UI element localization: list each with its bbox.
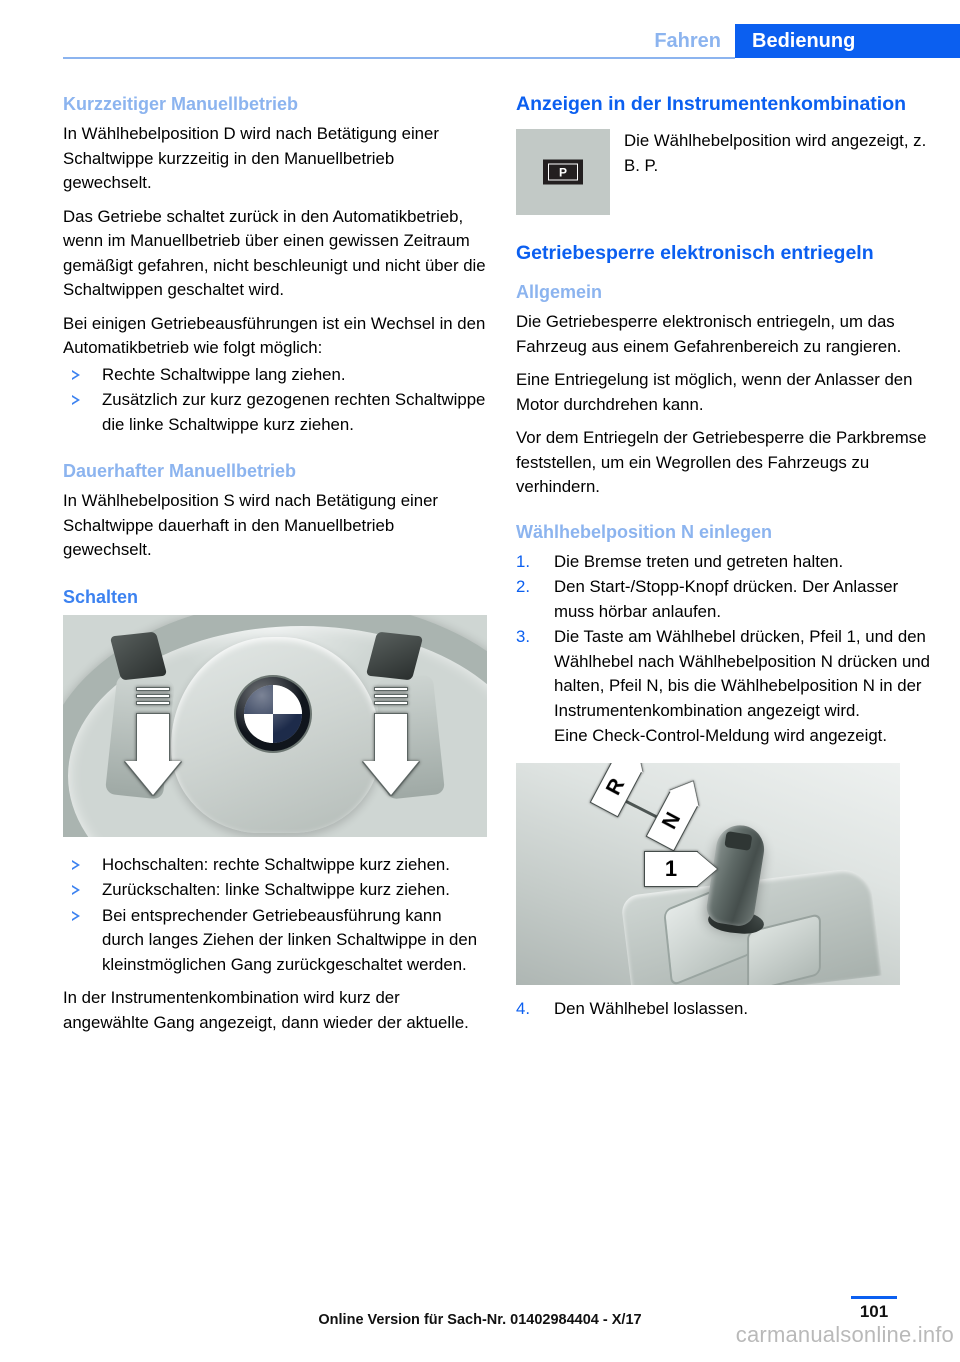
step-text: Den Start-/Stopp-Knopf drücken. Der Anlasser muss hörbar anlaufen. (554, 577, 899, 621)
callout-arrow-right-paddle-icon (363, 713, 419, 795)
subheading-wahlhebelposition-n-einlegen: Wählhebelposition N einlegen (516, 521, 773, 542)
triangle-bullet-icon (72, 885, 80, 895)
bullet-list-automatikwechsel (63, 363, 487, 438)
triangle-bullet-icon (72, 370, 80, 380)
callout-label-n: N (646, 790, 699, 851)
callout-label-1: 1 (644, 851, 698, 887)
paragraph-getriebesperre-zweck: Die Getriebesperre elektronisch entriegeln, um das Fahrzeug aus einem Gefahrenbereich zu rangieren. (516, 312, 902, 356)
callout-label-r: R (590, 763, 643, 817)
triangle-bullet-icon (72, 395, 80, 405)
right-column (516, 92, 940, 1022)
callout-lines-left (136, 687, 170, 708)
paragraph-gang-anzeige: In der Instrumentenkombination wird kurz der angewählte Gang angezeigt, dann wieder der aktuelle. (63, 988, 469, 1032)
subheading-kurzzeitiger-manuellbetrieb: Kurzzeitiger Manuellbetrieb (63, 94, 299, 114)
list-item (63, 363, 487, 388)
step-number: 3. (516, 627, 530, 646)
subheading-dauerhafter-manuellbetrieb: Dauerhafter Manuellbetrieb (63, 461, 297, 481)
heading-getriebesperre-entriegeln: Getriebesperre elektronisch entriegeln (516, 242, 874, 264)
page-footer (0, 1296, 960, 1362)
step-number: 1. (516, 551, 530, 571)
tab-bedienung[interactable]: Bedienung (735, 24, 960, 58)
list-item-label: Hochschalten: rechte Schaltwippe kurz ziehen. (102, 854, 450, 874)
header-divider (63, 57, 735, 59)
paragraph-wechsel-moeglich: Bei einigen Getriebeausführungen ist ein Wechsel in den Automatikbetrieb wie folgt möglich: (63, 313, 486, 357)
step-subtext: Eine Check-Control-Meldung wird angezeigt. (554, 726, 887, 745)
list-item (63, 853, 487, 878)
list-item-label: Bei entsprechender Getriebeausführung kann durch langes Ziehen der linken Schaltwippe in den kleinstmöglichen Gang zurückgeschaltet werden. (102, 905, 478, 974)
paragraph-automatikbetrieb-rueckschaltung: Das Getriebe schaltet zurück in den Automatikbetrieb, wenn im Manuellbetrieb über einen gewissen Zeitraum gemäßigt gefahren, nicht beschleunigt und nicht über die Schaltwippen geschaltet wird. (63, 206, 486, 299)
callout-arrow-left-paddle-icon (125, 713, 181, 795)
paragraph-manuellbetrieb-s: In Wählhebelposition S wird nach Betätigung einer Schaltwippe dauerhaft in den Manuellbetrieb gewechselt. (63, 491, 439, 559)
tab-fahren[interactable]: Fahren (654, 30, 721, 52)
list-item (516, 575, 940, 624)
list-item-label: Zusätzlich zur kurz gezogenen rechten Schaltwippe die linke Schaltwippe kurz ziehen. (102, 390, 486, 434)
left-column (63, 92, 487, 1044)
page-number-rule (851, 1296, 897, 1299)
header-tabs (654, 24, 960, 58)
paragraph-parkbremse-hinweis: Vor dem Entriegeln der Getriebesperre die Parkbremse feststellen, um ein Wegrollen des Fahrzeugs zu verhindern. (516, 428, 927, 496)
paragraph-entriegelung-moeglich: Eine Entriegelung ist möglich, wenn der Anlasser den Motor durchdrehen kann. (516, 370, 913, 414)
callout-arrow-1-icon (644, 851, 698, 887)
list-item (516, 997, 940, 1022)
heading-anzeigen-instrumentenkombination: Anzeigen in der Instrumentenkombination (516, 93, 907, 115)
symbol-description: Die Wählhebelposition wird angezeigt, z. B. P. (624, 131, 927, 175)
park-position-p-icon (516, 129, 610, 215)
figure-steering-wheel (63, 615, 487, 837)
online-version-note: Online Version für Sach-Nr. 01402984404 - X/17 (318, 1312, 642, 1328)
numbered-list-n-einlegen (516, 550, 940, 749)
list-item (516, 550, 940, 575)
bmw-roundel-logo-icon (244, 685, 302, 743)
subheading-allgemein: Allgemein (516, 282, 603, 302)
symbol-row-wahlhebelposition (516, 129, 940, 215)
list-item (63, 904, 487, 978)
step-number: 2. (516, 577, 530, 596)
list-item-label: Zurückschalten: linke Schaltwippe kurz ziehen. (102, 880, 450, 899)
callout-lines-right (374, 687, 408, 708)
step-number: 4. (516, 998, 530, 1018)
list-item-label: Rechte Schaltwippe lang ziehen. (102, 364, 346, 384)
page-number: 101 (859, 1302, 889, 1321)
list-item (63, 878, 487, 903)
list-item (63, 388, 487, 437)
page-header (0, 0, 960, 70)
bullet-list-schalten (63, 853, 487, 978)
p-icon-letter: P (548, 164, 578, 181)
watermark-text: carmanualsonline.info (735, 1322, 954, 1347)
step-text: Die Bremse treten und getreten halten. (554, 551, 844, 571)
figure-gear-selector (516, 763, 900, 985)
subheading-schalten: Schalten (63, 586, 139, 607)
step-text: Den Wählhebel loslassen. (554, 998, 749, 1018)
p-icon-outer-frame (543, 160, 583, 185)
list-item (516, 625, 940, 749)
triangle-bullet-icon (72, 911, 80, 921)
paragraph-manuellbetrieb-d: In Wählhebelposition D wird nach Betätigung einer Schaltwippe kurzzeitig in den Manuellbetrieb gewechselt. (63, 124, 439, 192)
step-text: Die Taste am Wählhebel drücken, Pfeil 1, und den Wählhebel nach Wählhebelposition N drücken und halten, Pfeil N, bis die Wählhebelposition N in der Instrumentenkombination angezeigt wird. (554, 627, 930, 720)
numbered-list-final-step (516, 997, 940, 1022)
triangle-bullet-icon (72, 860, 80, 870)
